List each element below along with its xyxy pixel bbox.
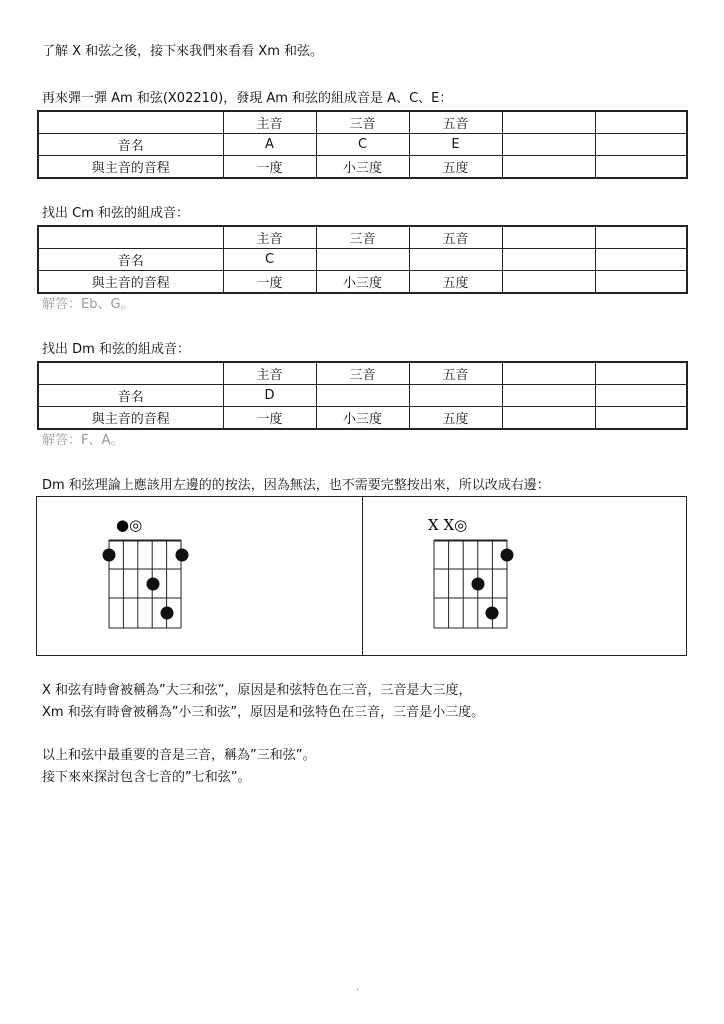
dm-note: Dm 和弦理論上應該用左邊的的按法，因為無法，也不需要完整按出來，所以改成右邊： (42, 478, 550, 493)
finger-dot (501, 549, 514, 562)
table-row (38, 156, 687, 179)
paragraph-seventh: 接下來來探討包含七音的”七和弦”。 (42, 770, 251, 785)
left-string-marks: ●◎ (116, 516, 143, 534)
header-cell (595, 362, 687, 385)
note-cell (316, 249, 409, 271)
am-table (37, 110, 688, 179)
cm-heading: 找出 Cm 和弦的組成音： (42, 206, 190, 221)
chord-diagrams-svg (37, 497, 688, 657)
interval-cell: 五度 (409, 156, 502, 179)
note-cell: A (223, 134, 316, 156)
header-cell: 三音 (316, 362, 409, 385)
finger-dot (176, 549, 189, 562)
header-cell: 五音 (409, 226, 502, 249)
header-cell: 三音 (316, 226, 409, 249)
interval-cell: 一度 (223, 271, 316, 294)
header-cell: 三音 (316, 111, 409, 134)
header-cell (38, 111, 223, 134)
header-cell (502, 362, 595, 385)
interval-cell: 五度 (409, 407, 502, 430)
note-cell: C (316, 134, 409, 156)
table-row (38, 134, 687, 156)
header-cell: 五音 (409, 111, 502, 134)
finger-dot (486, 607, 499, 620)
intro-text: 了解 X 和弦之後，接下來我們來看看 Xm 和弦。 (42, 44, 324, 59)
row-label: 與主音的音程 (38, 407, 223, 430)
table-row (38, 271, 687, 294)
paragraph-major: X 和弦有時會被稱為”大三和弦”，原因是和弦特色在三音，三音是大三度， (42, 683, 472, 698)
header-cell (38, 226, 223, 249)
table-header-row (38, 362, 687, 385)
finger-dot (472, 578, 485, 591)
cm-table (37, 225, 688, 294)
row-label: 音名 (38, 385, 223, 407)
table-row (38, 385, 687, 407)
finger-dot (147, 578, 160, 591)
note-cell (316, 385, 409, 407)
row-label: 音名 (38, 134, 223, 156)
header-cell: 五音 (409, 362, 502, 385)
note-cell: D (223, 385, 316, 407)
dm-heading: 找出 Dm 和弦的組成音： (42, 342, 190, 357)
chord-diagram-box (36, 496, 687, 656)
row-label: 與主音的音程 (38, 271, 223, 294)
finger-dot (161, 607, 174, 620)
table-header-row (38, 111, 687, 134)
interval-cell: 一度 (223, 407, 316, 430)
paragraph-minor: Xm 和弦有時會被稱為”小三和弦”，原因是和弦特色在三音，三音是小三度。 (42, 705, 485, 720)
header-cell (595, 111, 687, 134)
header-cell: 主音 (223, 362, 316, 385)
am-heading: 再來彈一彈 Am 和弦(X02210)，發現 Am 和弦的組成音是 A、C、E： (42, 91, 453, 106)
note-cell (409, 249, 502, 271)
interval-cell: 五度 (409, 271, 502, 294)
interval-cell: 小三度 (316, 407, 409, 430)
table-row (38, 407, 687, 430)
table-row (38, 249, 687, 271)
row-label: 音名 (38, 249, 223, 271)
row-label: 與主音的音程 (38, 156, 223, 179)
header-cell (502, 226, 595, 249)
header-cell (38, 362, 223, 385)
dm-table (37, 361, 688, 430)
header-cell: 主音 (223, 111, 316, 134)
header-cell: 主音 (223, 226, 316, 249)
table-header-row (38, 226, 687, 249)
note-cell: C (223, 249, 316, 271)
dm-answer: 解答：F、A。 (42, 433, 124, 448)
footer-dot: . (356, 982, 360, 993)
header-cell (502, 111, 595, 134)
interval-cell: 小三度 (316, 156, 409, 179)
right-string-marks: X X◎ (428, 516, 468, 534)
interval-cell: 一度 (223, 156, 316, 179)
paragraph-triad: 以上和弦中最重要的音是三音，稱為”三和弦”。 (42, 748, 316, 763)
header-cell (595, 226, 687, 249)
finger-dot (103, 549, 116, 562)
note-cell: E (409, 134, 502, 156)
left-chord-diagram (103, 516, 189, 628)
cm-answer: 解答：Eb、G。 (42, 297, 134, 312)
note-cell (409, 385, 502, 407)
interval-cell: 小三度 (316, 271, 409, 294)
right-chord-diagram (428, 516, 514, 628)
